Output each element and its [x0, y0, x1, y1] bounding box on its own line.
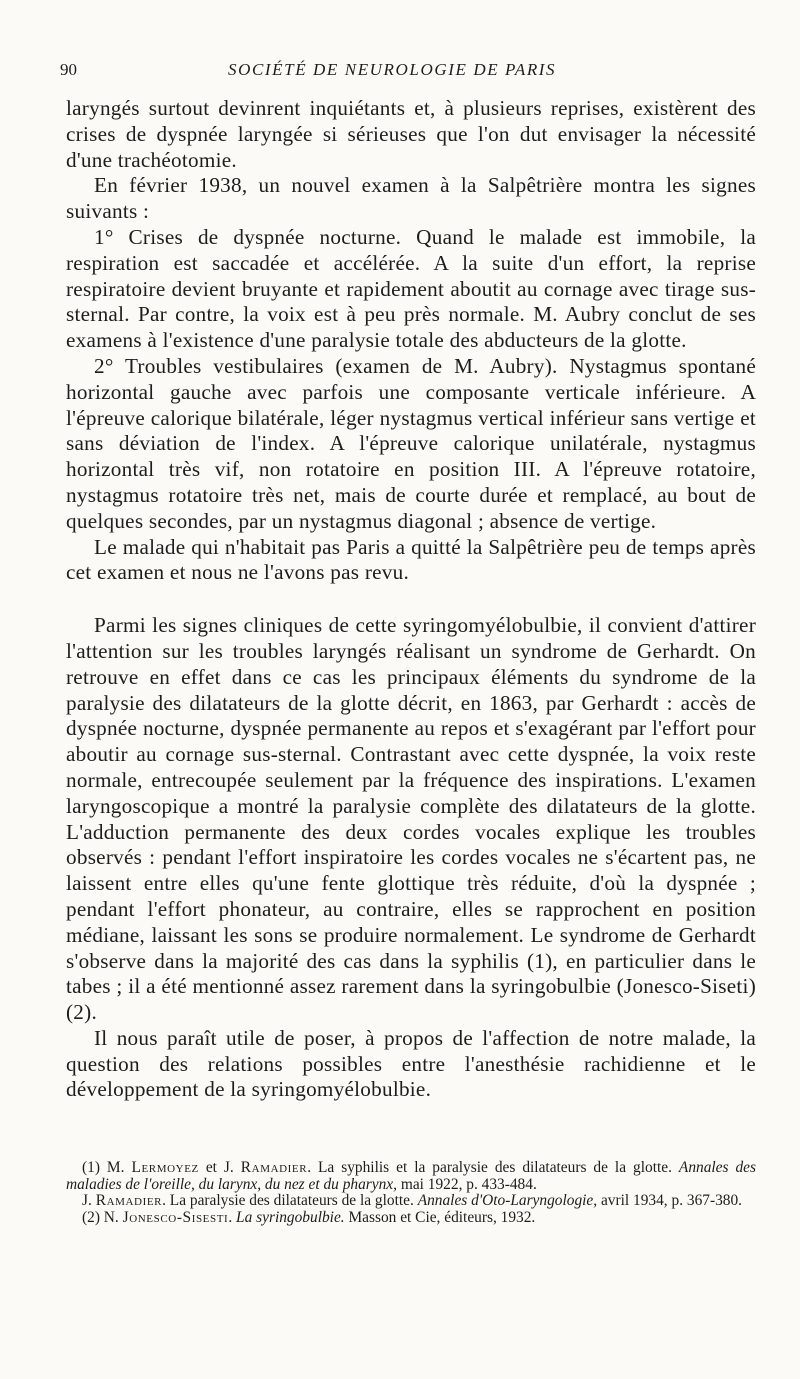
paragraph: 1° Crises de dyspnée nocturne. Quand le malade est immobile, la respiration est saccadée et accélérée. A la suite d'un effort, la reprise respiratoire devient bruyante et rapidement aboutit au cornage avec tirage sus-sternal. Par contre, la voix est à peu près normale. M. Aubry conclut de ses examens à l'existence d'une paralysie totale des abducteurs de la glotte. [66, 224, 756, 353]
footnote-2: (2) N. Jonesco-Sisesti. La syringobulbie. Masson et Cie, éditeurs, 1932. [82, 1208, 536, 1226]
page-header [60, 60, 736, 86]
article-body [66, 96, 756, 1103]
page-number: 90 [60, 60, 77, 79]
paragraph: Parmi les signes cliniques de cette syringomyélobulbie, il convient d'attirer l'attention sur les troubles laryngés réalisant un syndrome de Gerhardt. On retrouve en effet dans ce cas les principaux éléments du syndrome de la paralysie des dilatateurs de la glotte décrit, en 1863, par Gerhardt : accès de dyspnée nocturne, dyspnée permanente au repos et s'exagérant par l'effort pour aboutir au cornage sus-sternal. Contrastant avec cette dyspnée, la voix reste normale, entrecoupée seulement par la fréquence des inspirations. L'examen laryngoscopique a montré la paralysie complète des dilatateurs de la glotte. L'adduction permanente des deux cordes vocales explique les troubles observés : pendant l'effort inspiratoire les cordes vocales ne s'écartent pas, ne laissent entre elles qu'une fente glottique très réduite, d'où la dyspnée ; pendant l'effort phonateur, au contraire, elles se rapprochent en position médiane, laissant les sons se produire normalement. Le syndrome de Gerhardt s'observe dans la majorité des cas dans la syphilis (1), en particulier dans le tabes ; il a été mentionné assez rarement dans la syringobulbie (Jonesco-Siseti) (2). [66, 613, 756, 1025]
footnote-1: (1) M. Lermoyez et J. Ramadier. La syphilis et la paralysie des dilatateurs de la glotte. Annales des maladies de l'oreille, du larynx, du nez et du pharynx, mai 1922, p. 433-484. [66, 1159, 757, 1193]
running-title: SOCIÉTÉ DE NEUROLOGIE DE PARIS [228, 60, 557, 79]
paragraph: En février 1938, un nouvel examen à la Salpêtrière montra les signes suivants : [66, 173, 756, 224]
paragraph: laryngés surtout devinrent inquiétants et, à plusieurs reprises, existèrent des crises de dyspnée laryngée si sérieuses que l'on dut envisager la nécessité d'une trachéotomie. [66, 96, 756, 172]
paragraph: 2° Troubles vestibulaires (examen de M. Aubry). Nystagmus spontané horizontal gauche avec parfois une composante verticale inférieure. A l'épreuve calorique bilatérale, léger nystagmus vertical inférieur sans vertige et sans déviation de l'index. A l'épreuve calorique unilatérale, nystagmus horizontal très vif, non rotatoire en position III. A l'épreuve rotatoire, nystagmus rotatoire très net, mais de courte durée et remplacé, au bout de quelques secondes, par un nystagmus diagonal ; absence de vertige. [66, 353, 756, 533]
footnote-1b: J. Ramadier. La paralysie des dilatateurs de la glotte. Annales d'Oto-Laryngologie, avril 1934, p. 367-380. [82, 1192, 743, 1210]
paragraph: Il nous paraît utile de poser, à propos de l'affection de notre malade, la question des relations possibles entre l'anesthésie rachidienne et le développement de la syringomyélobulbie. [66, 1025, 756, 1102]
footnotes [66, 1160, 756, 1226]
paragraph: Le malade qui n'habitait pas Paris a quitté la Salpêtrière peu de temps après cet examen et nous ne l'avons pas revu. [66, 534, 756, 585]
